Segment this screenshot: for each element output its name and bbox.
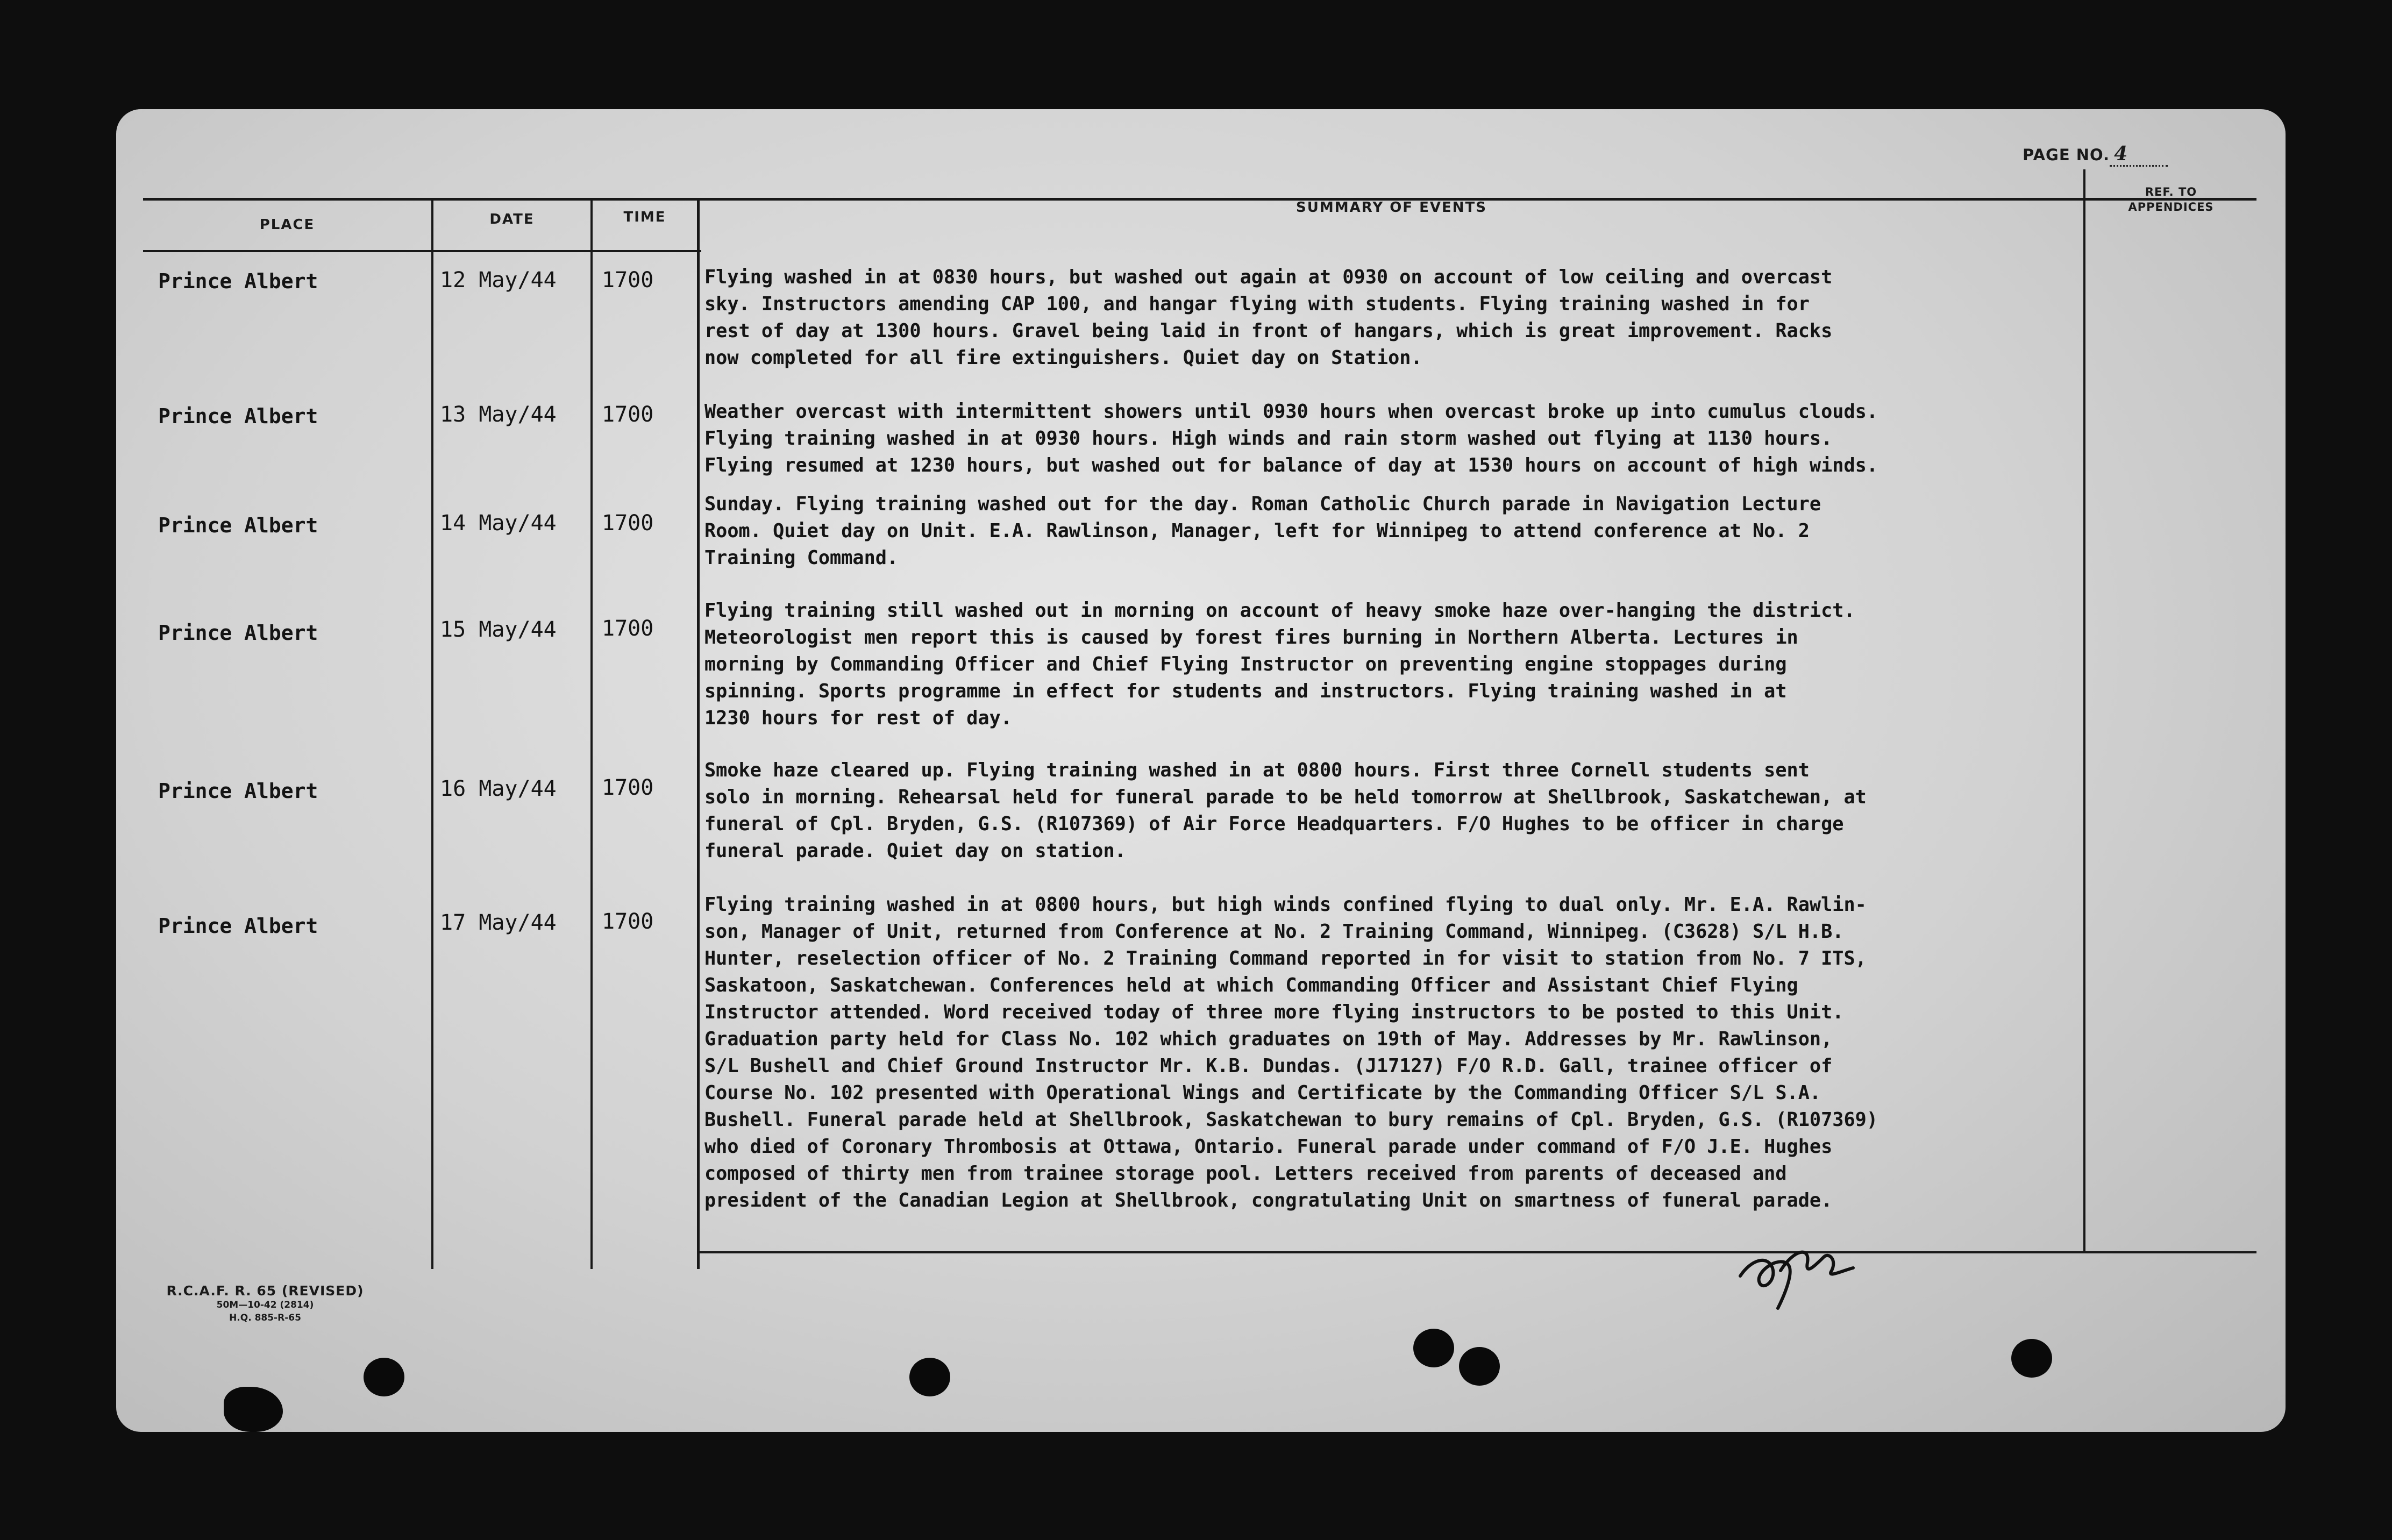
entry-summary: Flying training still washed out in morning on account of heavy smoke haze over-hanging the district. Meteorologist men report this is caused by forest fires burning in Northern Alberta. Lectures in morning by Commanding Officer and Chief Flying Instructor on preventing engine stoppages during spinning. Sports programme in effect for students and instructors. Flying training washed in at 1230 hours for rest of day. [704,600,1855,729]
entry-time: 1700 [602,268,654,293]
entry-time: 1700 [602,909,654,934]
column-rule-date [431,199,433,1269]
punch-hole [364,1358,404,1396]
header-ref-appendices [2085,184,2256,215]
header-date: DATE [489,211,535,227]
page-number-label: PAGE NO. [2023,146,2110,164]
entry-place: Prince Albert [158,514,318,537]
entry-time: 1700 [602,616,654,641]
punch-hole [2011,1339,2052,1378]
entry-summary: Flying washed in at 0830 hours, but washed out again at 0930 on account of low ceiling and overcast sky. Instructors amending CAP 100, and hangar flying with students. Flying training washed in for rest of day at 1300 hours. Gravel being laid in front of hangars, which is great improvement. Racks now completed for all fire extinguishers. Quiet day on Station. [704,266,1833,369]
entry-time: 1700 [602,775,654,800]
entry-time: 1700 [602,511,654,536]
form-line2: 50M—10-42 (2814) [216,1300,314,1310]
entry-date: 12 May/44 [440,268,557,293]
entry-date: 16 May/44 [440,776,557,801]
entry-place: Prince Albert [158,779,318,803]
entry-date: 14 May/44 [440,511,557,536]
header-ref-line2: APPENDICES [2128,201,2214,213]
entry-place: Prince Albert [158,404,318,428]
entry-place: Prince Albert [158,914,318,938]
handwritten-initials [1729,1217,1859,1314]
header-summary: SUMMARY OF EVENTS [1296,199,1487,216]
entry-summary: Sunday. Flying training washed out for the day. Roman Catholic Church parade in Navigation Lecture Room. Quiet day on Unit. E.A. Rawlinson, Manager, left for Winnipeg to attend conference at No. 2 Training Command. [704,493,1821,569]
entry-summary: Weather overcast with intermittent showers until 0930 hours when overcast broke up into cumulus clouds. Flying training washed in at 0930 hours. High winds and rain storm washed out flying at 1130 hours. Flying resumed at 1230 hours, but washed out for balance of day at 1530 hours on account of high winds. [704,401,1878,476]
page-number [2023,142,2168,167]
punch-hole [909,1358,950,1396]
header-time: TIME [623,209,666,225]
record-card [116,109,2286,1432]
entry-date: 17 May/44 [440,910,557,935]
form-line1: R.C.A.F. R. 65 (REVISED) [166,1283,364,1299]
torn-corner-hole [224,1387,283,1432]
column-rule-summary [697,199,700,1269]
header-bottom-rule [143,250,701,252]
punch-hole [1459,1347,1500,1386]
form-line3: H.Q. 885-R-65 [229,1313,301,1323]
entry-date: 15 May/44 [440,617,557,642]
entry-summary: Smoke haze cleared up. Flying training washed in at 0800 hours. First three Cornell students sent solo in morning. Rehearsal held for funeral parade to be held tomorrow at Shellbrook, Saskatchewan, at funeral of Cpl. Bryden, G.S. (R107369) of Air Force Headquarters. F/O Hughes to be officer in charge funeral parade. Quiet day on station. [704,759,1867,862]
column-rule-time [590,199,593,1269]
entry-place: Prince Albert [158,621,318,645]
form-identifier [150,1283,381,1324]
entry-time: 1700 [602,402,654,427]
punch-hole [1413,1329,1454,1367]
page-number-value: 4 [2110,142,2168,167]
entry-summary: Flying training washed in at 0800 hours, but high winds confined flying to dual only. Mr. E.A. Rawlin- son, Manager of Unit, returned from Conference at No. 2 Training Command, Winnipeg. (C3628) S/L H.B. Hunter, reselection officer of No. 2 Training Command reported in for visit to station from No. 7 ITS, Saskatoon, Saskatchewan. Conferences held at which Commanding Officer and Assistant Chief Flying Instructor attended. Word received today of three more flying instructors to be posted to this Unit. Graduation party held for Class No. 102 which graduates on 19th of May. Addresses by Mr. Rawlinson, S/L Bushell and Chief Ground Instructor Mr. K.B. Dundas. (J17127) F/O R.D. Gall, trainee officer of Course No. 102 presented with Operational Wings and Certificate by the Commanding Officer S/L S.A. Bushell. Funeral parade held at Shellbrook, Saskatchewan to bury remains of Cpl. Bryden, G.S. (R107369) who died of Coronary Thrombosis at Ottawa, Ontario. Funeral parade under command of F/O J.E. Hughes composed of thirty men from trainee storage pool. Letters received from parents of deceased and president of the Canadian Legion at Shellbrook, congratulating Unit on smartness of funeral parade. [704,894,1878,1211]
entry-date: 13 May/44 [440,402,557,427]
entry-place: Prince Albert [158,269,318,293]
header-place: PLACE [259,217,315,233]
table-bottom-rule [699,1251,2256,1253]
header-ref-line1: REF. TO [2145,186,2197,198]
